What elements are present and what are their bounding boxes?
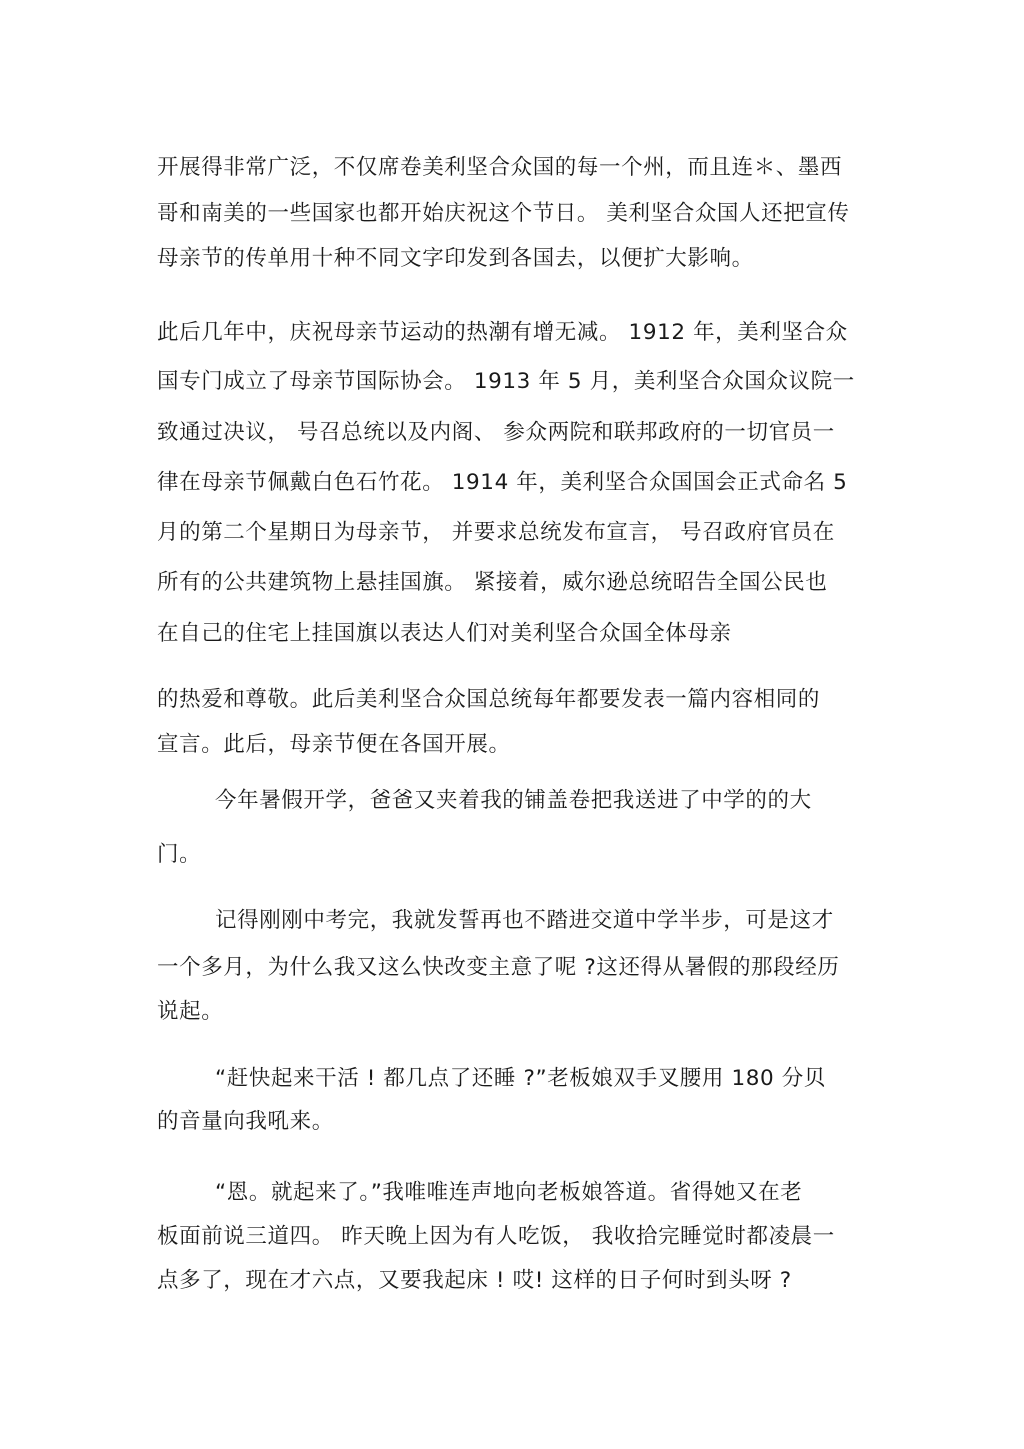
text-line: 今年暑假开学，爸爸又夹着我的铺盖卷把我送进了中学的的大 bbox=[215, 788, 812, 813]
text-line: “恩。就起来了。”我唯唯连声地向老板娘答道。省得她又在老 bbox=[215, 1180, 803, 1205]
text-line: 的音量向我吼来。 bbox=[157, 1109, 334, 1134]
text-line: 母亲节的传单用十种不同文字印发到各国去，以便扩大影响。 bbox=[157, 246, 754, 271]
text-line: 所有的公共建筑物上悬挂国旗。 紧接着，威尔逊总统昭告全国公民也 bbox=[157, 570, 828, 595]
text-line: 一个多月，为什么我又这么快改变主意了呢 ?这还得从暑假的那段经历 bbox=[157, 955, 840, 980]
text-line: 在自己的住宅上挂国旗以表达人们对美利坚合众国全体母亲 bbox=[157, 621, 732, 646]
text-line: 致通过决议， 号召总统以及内阁、 参众两院和联邦政府的一切官员一 bbox=[157, 420, 835, 445]
text-line: 国专门成立了母亲节国际协会。 1913 年 5 月，美利坚合众国众议院一 bbox=[157, 369, 855, 394]
text-line: “赶快起来干活 ! 都几点了还睡 ?”老板娘双手叉腰用 180 分贝 bbox=[215, 1066, 826, 1091]
text-line: 门。 bbox=[157, 842, 202, 867]
text-line: 记得刚刚中考完，我就发誓再也不踏进交道中学半步，可是这才 bbox=[215, 908, 834, 933]
text-line: 说起。 bbox=[157, 999, 224, 1024]
text-line: 此后几年中，庆祝母亲节运动的热潮有增无减。 1912 年，美利坚合众 bbox=[157, 320, 848, 345]
text-line: 律在母亲节佩戴白色石竹花。 1914 年，美利坚合众国国会正式命名 5 bbox=[157, 470, 848, 495]
text-line: 的热爱和尊敬。此后美利坚合众国总统每年都要发表一篇内容相同的 bbox=[157, 687, 821, 712]
text-line: 月的第二个星期日为母亲节， 并要求总统发布宣言， 号召政府官员在 bbox=[157, 520, 835, 545]
text-line: 点多了，现在才六点，又要我起床 ! 哎! 这样的日子何时到头呀 ? bbox=[157, 1268, 792, 1293]
text-line: 开展得非常广泛，不仅席卷美利坚合众国的每一个州，而且连＊、墨西 bbox=[157, 155, 843, 180]
text-line: 宣言。此后，母亲节便在各国开展。 bbox=[157, 732, 511, 757]
text-line: 板面前说三道四。 昨天晚上因为有人吃饭， 我收拾完睡觉时都凌晨一 bbox=[157, 1224, 835, 1249]
text-line: 哥和南美的一些国家也都开始庆祝这个节日。 美利坚合众国人还把宣传 bbox=[157, 201, 850, 226]
